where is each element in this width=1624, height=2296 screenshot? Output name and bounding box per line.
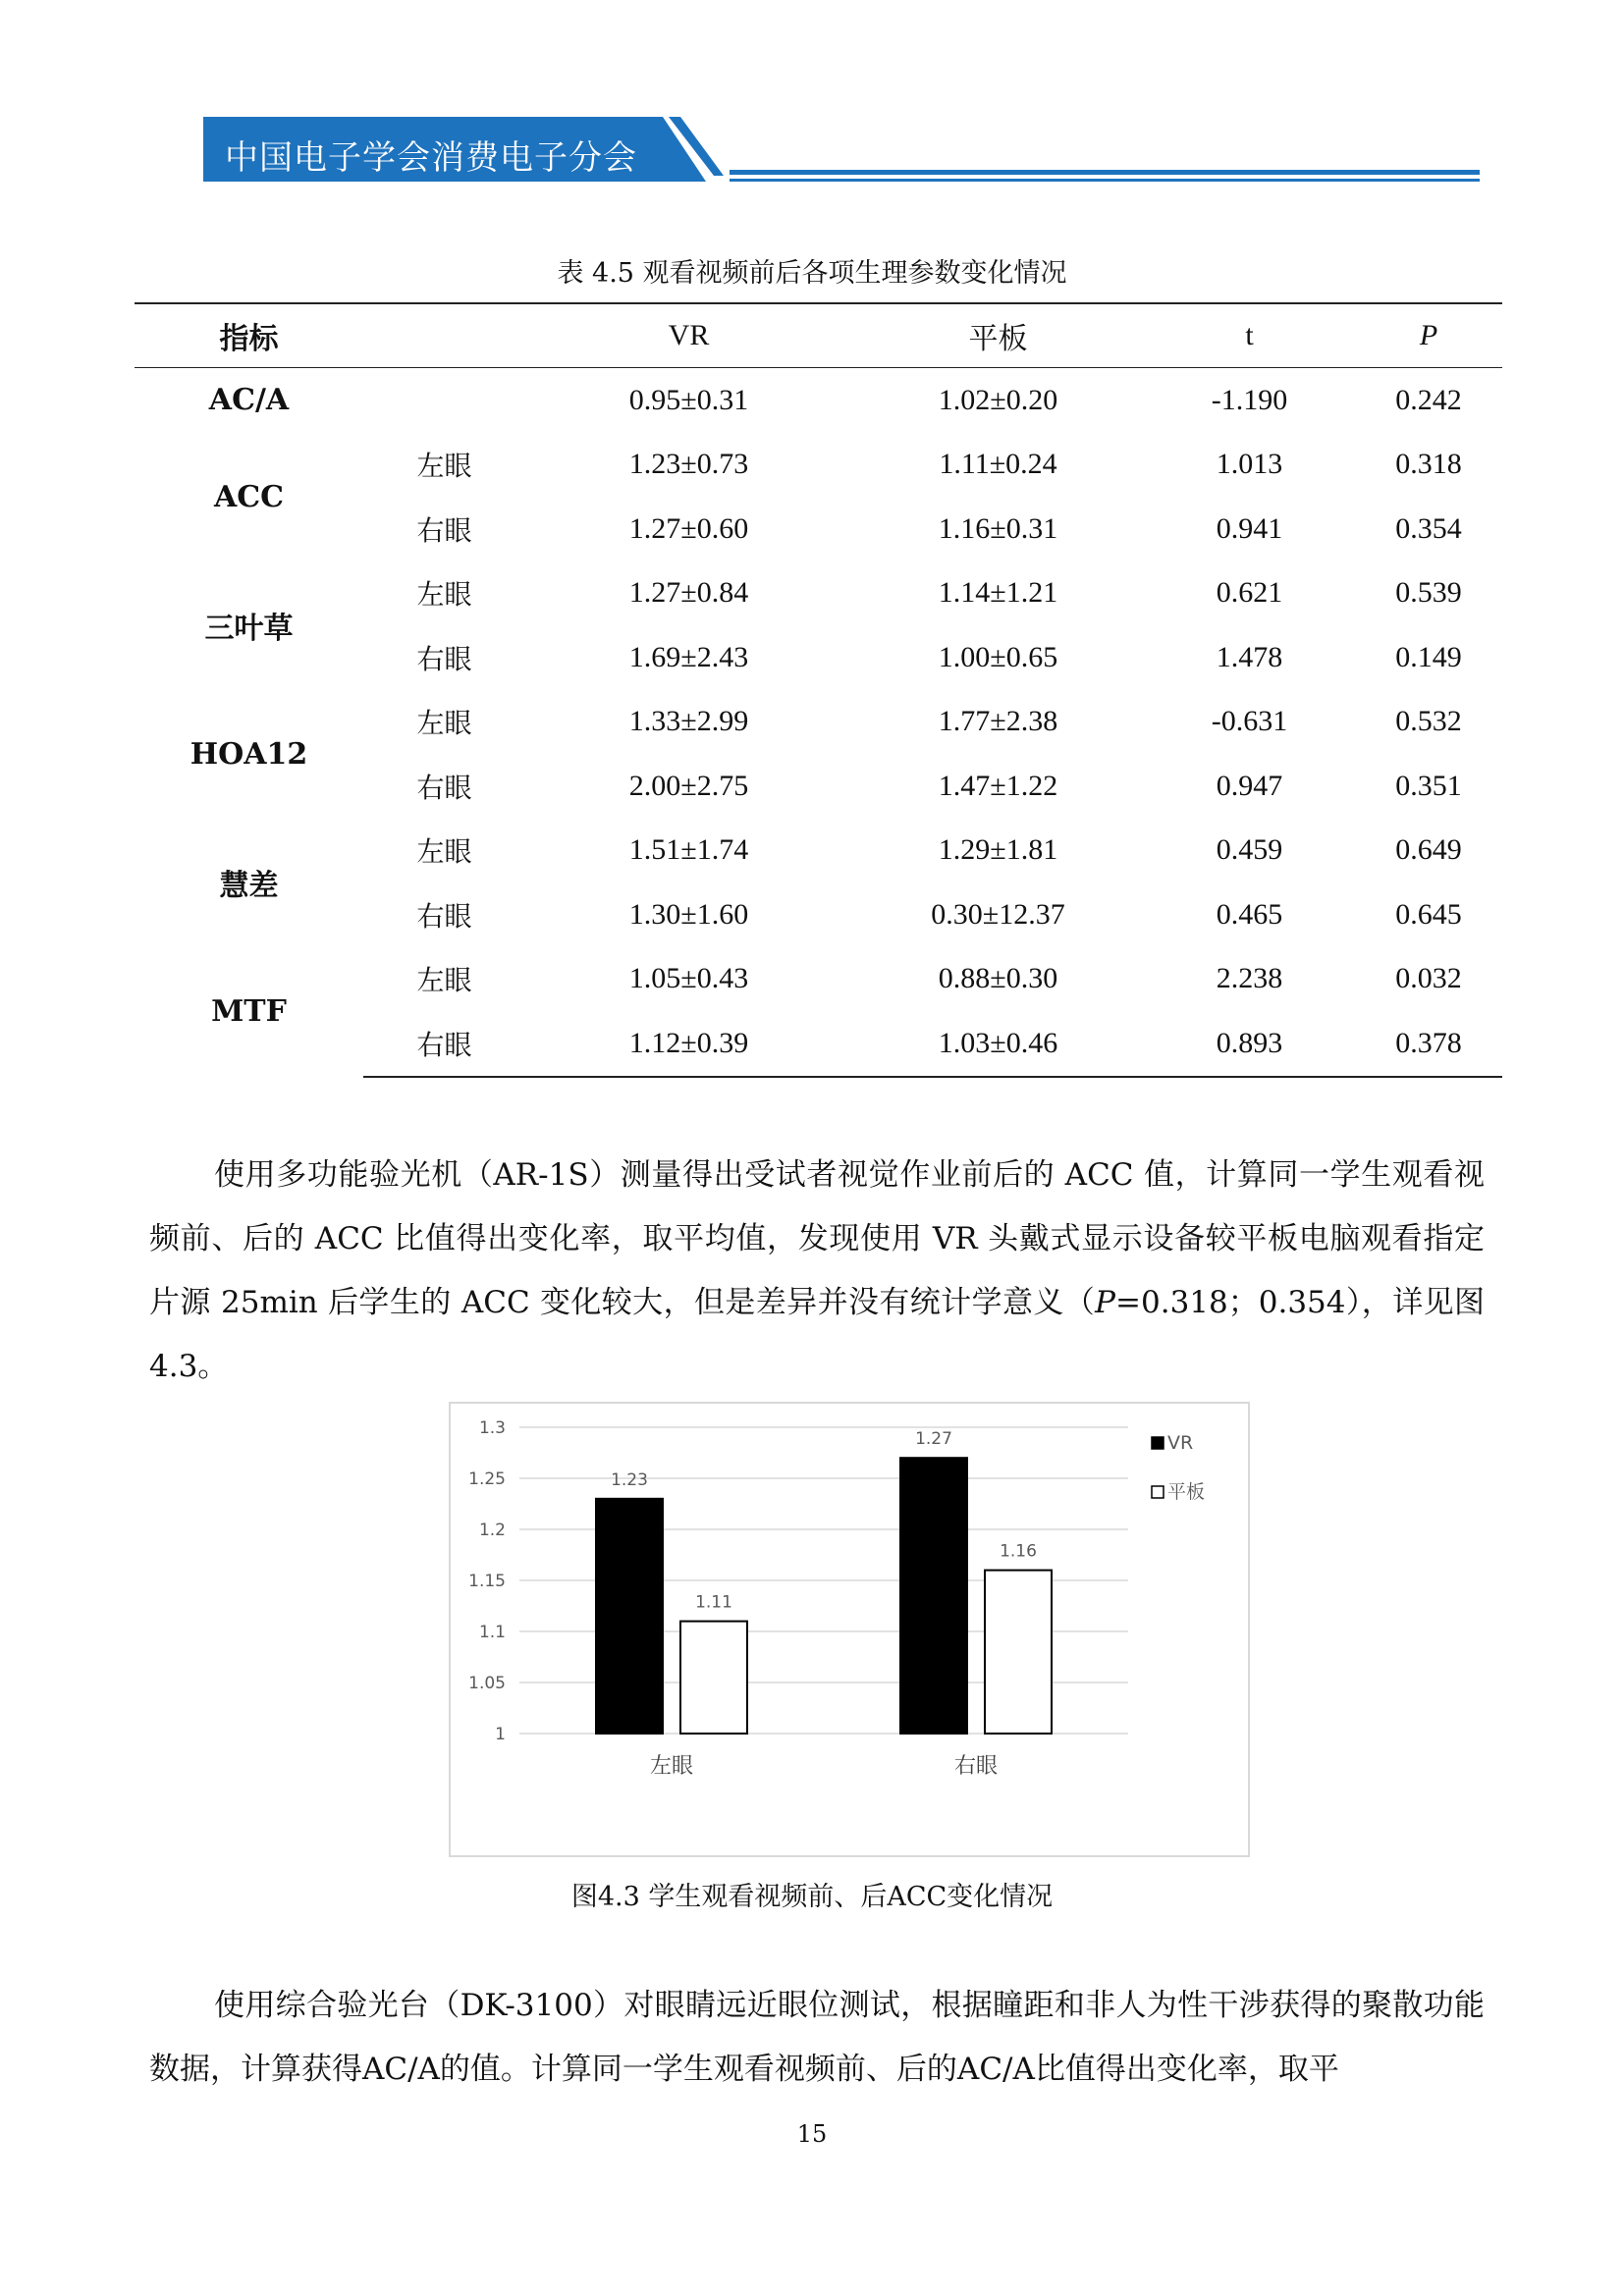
eye-cell bbox=[363, 368, 525, 433]
eye-cell: 左眼 bbox=[416, 835, 472, 869]
header-vr: VR bbox=[525, 303, 852, 368]
header-banner bbox=[203, 117, 1480, 187]
vr-cell: 1.27±0.84 bbox=[628, 576, 749, 610]
p-symbol: P bbox=[1095, 1285, 1116, 1320]
header-t: t bbox=[1144, 303, 1355, 368]
tablet-cell: 1.16±0.31 bbox=[938, 511, 1058, 545]
y-tick-label: 1 bbox=[495, 1725, 506, 1744]
chart-svg bbox=[451, 1404, 1248, 1855]
eye-cell: 左眼 bbox=[416, 578, 472, 612]
y-tick-label: 1.25 bbox=[468, 1469, 506, 1489]
paragraph-text: 使用多功能验光机（AR-1S）测量得出受试者视觉作业前后的 ACC 值，计算同一学生观看视频前、后的 ACC 比值得出变化率，取平均值，发现使用 VR 头戴式显示设备较平板电脑观看指定片源 25min 后学生的 ACC 变化较大，但是差异并没有统计学意义（ bbox=[149, 1157, 1485, 1320]
tablet-cell: 1.14±1.21 bbox=[938, 576, 1058, 610]
vr-cell: 2.00±2.75 bbox=[628, 769, 749, 802]
indicator-cell: MTF bbox=[211, 994, 287, 1029]
parameters-table bbox=[135, 302, 1502, 1078]
tablet-cell: 1.00±0.65 bbox=[938, 640, 1058, 673]
vr-cell: 1.33±2.99 bbox=[628, 705, 749, 738]
header-tablet: 平板 bbox=[852, 303, 1144, 368]
data-label: 1.27 bbox=[915, 1429, 952, 1450]
vr-cell: 1.12±0.39 bbox=[525, 1011, 852, 1077]
data-label: 1.11 bbox=[695, 1592, 732, 1613]
indicator-cell: ACC bbox=[213, 479, 285, 514]
t-cell: 0.621 bbox=[1216, 576, 1283, 610]
t-cell: -1.190 bbox=[1211, 383, 1288, 416]
table-row bbox=[135, 433, 1502, 498]
y-tick-label: 1.05 bbox=[468, 1674, 506, 1693]
tablet-cell: 0.30±12.37 bbox=[931, 897, 1065, 931]
eye-cell: 左眼 bbox=[416, 450, 472, 483]
y-tick-label: 1.2 bbox=[478, 1521, 506, 1540]
tablet-cell: 1.77±2.38 bbox=[938, 705, 1058, 738]
y-tick-label: 1.1 bbox=[478, 1623, 506, 1642]
x-tick-label: 左眼 bbox=[649, 1754, 694, 1779]
eye-cell: 右眼 bbox=[416, 899, 472, 933]
t-cell: -0.631 bbox=[1211, 705, 1288, 738]
tablet-cell: 1.03±0.46 bbox=[852, 1011, 1144, 1077]
body-paragraph bbox=[149, 1144, 1485, 1399]
p-cell: 0.242 bbox=[1395, 383, 1462, 416]
vr-cell: 1.23±0.73 bbox=[628, 448, 749, 481]
table-row bbox=[135, 819, 1502, 883]
data-label: 1.16 bbox=[1000, 1541, 1037, 1562]
p-cell: 0.032 bbox=[1395, 962, 1462, 995]
eye-cell: 右眼 bbox=[363, 1011, 525, 1077]
vr-cell: 1.30±1.60 bbox=[628, 897, 749, 931]
header-p: P bbox=[1355, 303, 1502, 368]
t-cell: 1.013 bbox=[1216, 448, 1283, 481]
header-eye bbox=[363, 303, 525, 368]
p-cell: 0.649 bbox=[1395, 833, 1462, 867]
banner-title: 中国电子学会消费电子分会 bbox=[225, 138, 637, 178]
indicator-cell: 慧差 bbox=[219, 869, 279, 903]
vr-cell: 1.05±0.43 bbox=[628, 962, 749, 995]
p-cell: 0.149 bbox=[1395, 640, 1462, 673]
p-cell: 0.539 bbox=[1395, 576, 1462, 610]
y-tick-label: 1.3 bbox=[478, 1418, 506, 1438]
table-header-row bbox=[135, 303, 1502, 368]
t-cell: 0.893 bbox=[1144, 1011, 1355, 1077]
eye-cell: 左眼 bbox=[416, 964, 472, 997]
vr-cell: 1.27±0.60 bbox=[628, 511, 749, 545]
bar bbox=[985, 1571, 1052, 1734]
table-caption: 表 4.5 观看视频前后各项生理参数变化情况 bbox=[557, 258, 1067, 289]
t-cell: 0.941 bbox=[1216, 511, 1283, 545]
indicator-cell: 三叶草 bbox=[204, 612, 294, 646]
table-row bbox=[135, 561, 1502, 626]
p-cell: 0.532 bbox=[1395, 705, 1462, 738]
p-cell: 0.354 bbox=[1395, 511, 1462, 545]
paragraph-text: =0.318；0.354），详见图 4.3。 bbox=[149, 1285, 1485, 1384]
y-tick-label: 1.15 bbox=[468, 1572, 506, 1591]
vr-cell: 1.69±2.43 bbox=[628, 640, 749, 673]
eye-cell: 左眼 bbox=[416, 707, 472, 740]
p-cell: 0.351 bbox=[1395, 769, 1462, 802]
acc-bar-chart bbox=[449, 1402, 1250, 1857]
x-tick-label: 右眼 bbox=[953, 1754, 999, 1779]
p-cell: 0.318 bbox=[1395, 448, 1462, 481]
bar bbox=[596, 1499, 663, 1734]
t-cell: 0.947 bbox=[1216, 769, 1283, 802]
table-row bbox=[135, 947, 1502, 1012]
legend-label: VR bbox=[1167, 1432, 1194, 1454]
bar bbox=[900, 1458, 967, 1734]
tablet-cell: 1.02±0.20 bbox=[938, 383, 1058, 416]
figure-caption: 图4.3 学生观看视频前、后ACC变化情况 bbox=[570, 1882, 1054, 1912]
table-row bbox=[135, 368, 1502, 433]
header-indicator: 指标 bbox=[135, 303, 363, 368]
vr-cell: 1.51±1.74 bbox=[628, 833, 749, 867]
body-paragraph: 使用综合验光台（DK-3100）对眼睛远近眼位测试，根据瞳距和非人为性干涉获得的聚散功能数据，计算获得AC/A的值。计算同一学生观看视频前、后的AC/A比值得出变化率，取平 bbox=[149, 1988, 1485, 2087]
p-cell: 0.378 bbox=[1355, 1011, 1502, 1077]
eye-cell: 右眼 bbox=[416, 513, 472, 547]
indicator-cell: AC/A bbox=[208, 383, 290, 418]
tablet-cell: 0.88±0.30 bbox=[938, 962, 1058, 995]
indicator-cell: HOA12 bbox=[189, 736, 308, 772]
tablet-cell: 1.29±1.81 bbox=[938, 833, 1058, 867]
legend-label: 平板 bbox=[1167, 1481, 1206, 1503]
t-cell: 0.459 bbox=[1216, 833, 1283, 867]
eye-cell: 右眼 bbox=[416, 642, 472, 675]
data-label: 1.23 bbox=[611, 1469, 648, 1490]
p-cell: 0.645 bbox=[1395, 897, 1462, 931]
vr-cell: 0.95±0.31 bbox=[628, 383, 749, 416]
legend-swatch bbox=[1152, 1486, 1164, 1498]
table-row bbox=[135, 690, 1502, 755]
t-cell: 0.465 bbox=[1216, 897, 1283, 931]
tablet-cell: 1.11±0.24 bbox=[939, 448, 1057, 481]
page-number: 15 bbox=[796, 2120, 828, 2148]
t-cell: 1.478 bbox=[1216, 640, 1283, 673]
legend-swatch bbox=[1152, 1437, 1164, 1449]
eye-cell: 右眼 bbox=[416, 771, 472, 804]
t-cell: 2.238 bbox=[1216, 962, 1283, 995]
bar bbox=[680, 1622, 747, 1734]
tablet-cell: 1.47±1.22 bbox=[938, 769, 1058, 802]
